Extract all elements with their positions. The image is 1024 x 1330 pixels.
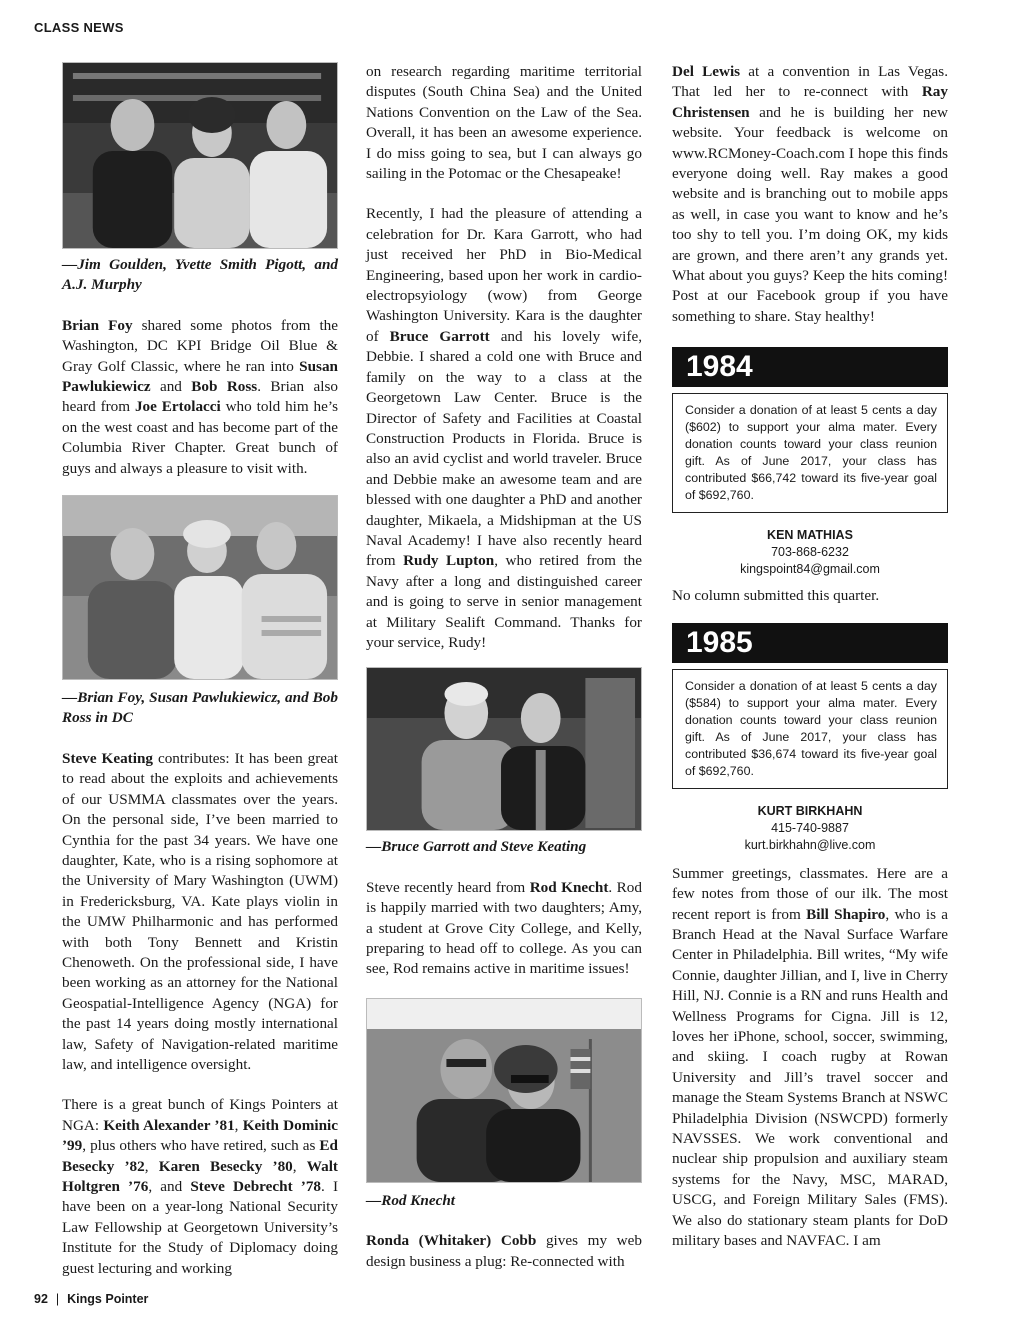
contact-1984 — [672, 527, 948, 578]
middle-column — [366, 62, 642, 1272]
donation-box-1984: Consider a donation of at least 5 cents a day ($602) to support your alma mater. Every donation counts toward your class reunion gift. As of June 2017, your class has contributed $66,742 toward its five-year goal of $692,760. — [672, 393, 948, 513]
contact-email[interactable]: kingspoint84@gmail.com — [740, 562, 880, 577]
photo-rod-knecht — [366, 998, 642, 1183]
paragraph-rod-knecht: Steve recently heard from Rod Knecht. Rod is happily married with two daughters; Amy, a student at Grove City College, and Kelly, preparing to head off to college. As you can see, Rod remains active in maritime issues! — [366, 878, 642, 978]
photo-caption: —Bruce Garrott and Steve Keating — [366, 838, 587, 856]
contact-name: KEN MATHIAS — [767, 528, 853, 543]
right-column — [672, 62, 948, 1251]
paragraph-maritime-research: on research regarding maritime territorial disputes (South China Sea) and the United Nations Convention on the Law of the Sea. Overall, it has been an awesome experience. I do miss going to sea, but I can always go sailing in the Potomac or the Chesapeake! — [366, 63, 642, 183]
left-column — [62, 62, 338, 1279]
contact-name: KURT BIRKHAHN — [757, 803, 863, 818]
paragraph-steve-keating: Steve Keating contributes: It has been great to read about the exploits and achievements of our USMMA classmates over the years. On the personal side, I’ve been married to Cynthia for the past 34 years. We have one daughter, Kate, who is a rising sophomore at the University of Mary Washington (UWM) in Fredericksburg, VA. Kate plays violin in the UMW Philharmonic and has performed with both Tony Bennett and Kristin Chenoweth. On the professional side, I have been working as an attorney for the National Geospatial-Intelligence Agency (NGA) for the past 14 years doing mostly international law, Safety of Navigation-related maritime law, and intelligence oversight. — [62, 749, 339, 1073]
photo-caption: —Brian Foy, Susan Pawlukiewicz, and Bob Ross in DC — [62, 689, 338, 727]
donation-box-1985: Consider a donation of at least 5 cents a day ($584) to support your alma mater. Every donation counts toward your class reunion gift. As of June 2017, your class has contributed $36,674 toward its five-year goal of $692,760. — [672, 669, 948, 789]
contact-phone: 415-740-9887 — [771, 820, 849, 835]
paragraph-del-lewis: Del Lewis at a convention in Las Vegas. That led her to re-connect with Ray Christensen and he is building her new website. Your feedback is welcome on www.RCMoney-Coach.com I hope this finds everyone doing well. Ray makes a good website and is branching out to mobile apps as well, in case you want to know and he’s too shy to tell you. I’m doing OK, my kids are grown, and there aren’t any grands yet. What about you guys? Keep the hits coming! Post at our Facebook group if you have something to share. Stay healthy! — [672, 63, 948, 325]
photo-caption: —Rod Knecht — [366, 1191, 456, 1209]
photo-caption: —Jim Goulden, Yvette Smith Pigott, and A.J. Murphy — [62, 256, 338, 294]
year-heading-1985: 1985 — [672, 623, 948, 663]
page-number: 92 — [34, 1292, 48, 1306]
publication-name: Kings Pointer — [67, 1292, 149, 1306]
section-label: CLASS NEWS — [34, 20, 124, 35]
contact-email[interactable]: kurt.birkhahn@live.com — [744, 837, 876, 852]
paragraph-brian-foy: Brian Foy shared some photos from the Washington, DC KPI Bridge Oil Blue & Gray Golf Classic, where he ran into Susan Pawlukiewicz and Bob Ross. Brian also heard from Joe Ertolacci who told him he’s on the west coast and has become part of the Columbia River Chapter. Great bunch of guys and always a pleasure to visit with. — [62, 316, 338, 477]
paragraph-bill-shapiro: Summer greetings, classmates. Here are a few notes from those of our ilk. The most recent report is from Bill Shapiro, who is a Branch Head at the Naval Surface Warfare Center in Philadelphia. Bill writes, “My wife Connie, daughter Jillian, and I, live in Cherry Hill, NJ. Connie is a RN and runs Health and Wellness Programs for Cigna. Jill is 12, loves her iPhone, school, soccer, swimming, and skiing. I coach rugby at Rowan University and Jill’s travel soccer and manage the Steam Systems Branch at NSWC Philadelphia Division (NSWCPD) formerly NAVSSES. We work conventional and nuclear ship propulsion and auxiliary steam systems for the Navy, MSC, MARAD, USCG, and Foreign Military Sales (FMS). We also do stationary steam plants for DoD military bases and NAVFAC. I am — [672, 864, 949, 1249]
photo-goulden-pigott-murphy — [62, 62, 338, 249]
footer-separator: | — [55, 1292, 60, 1306]
year-heading-1984: 1984 — [672, 347, 948, 387]
photo-foy-pawlukiewicz-ross — [62, 495, 338, 680]
page-footer — [34, 1292, 148, 1306]
photo-garrott-keating — [366, 667, 642, 831]
contact-1985 — [672, 803, 948, 854]
paragraph-kara-garrott: Recently, I had the pleasure of attending a celebration for Dr. Kara Garrott, who had just received her PhD in Bio-Medical Engineering, based upon her work in cardio-electropsyiology (wow) from George Washington University. Kara is the daughter of Bruce Garrott and his lovely wife, Debbie. I shared a cold one with Bruce and family on the way to a class at the Georgetown Law Center. Bruce is the Director of Safety and Facilities at Coastal Construction Products in Florida. Bruce is also an avid cyclist and world traveler. Bruce and Debbie make an awesome team and are blessed with one daughter a PhD and another daughter, Mikaela, a Midshipman at the US Naval Academy! I have also recently heard from Rudy Lupton, who retired from the Navy after a long and distinguished career and is going to serve in senior management at Military Sealift Command. Thanks for your service, Rudy! — [366, 205, 642, 651]
paragraph-nga-kings-pointers: There is a great bunch of Kings Pointers at NGA: Keith Alexander ’81, Keith Dominic ’99, plus others who have retired, such as Ed Besecky ’82, Karen Besecky ’80, Walt Holtgren ’76, and Steve Debrecht ’78. I have been on a year-long National Security Law Fellowship at Georgetown University’s Institute for the Study of Diplomacy doing guest lecturing and working — [62, 1096, 339, 1277]
paragraph-ronda-cobb: Ronda (Whitaker) Cobb gives my web design business a plug: Re-connected with — [366, 1232, 642, 1270]
contact-phone: 703-868-6232 — [771, 545, 849, 560]
no-column-note: No column submitted this quarter. — [672, 587, 880, 605]
